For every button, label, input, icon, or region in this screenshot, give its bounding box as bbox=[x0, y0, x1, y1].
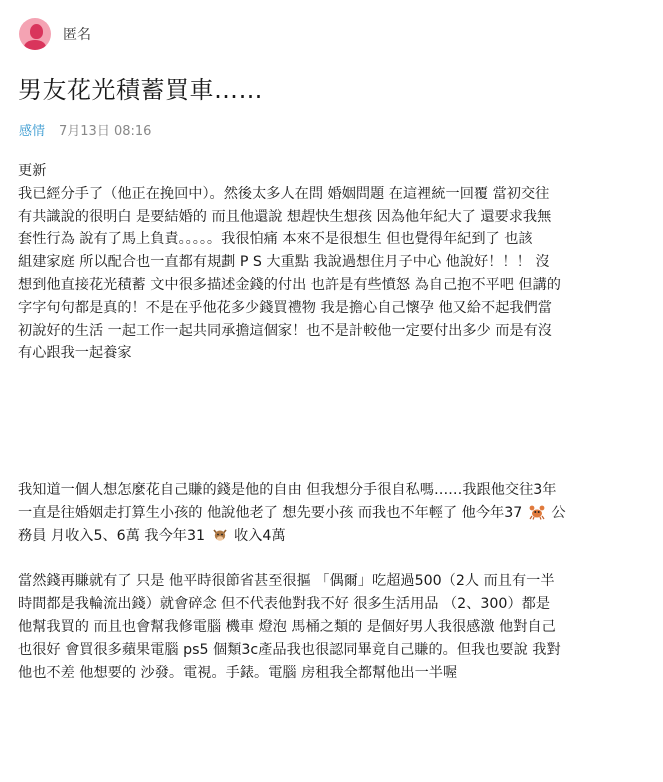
post-body bbox=[18, 160, 648, 684]
post-meta bbox=[19, 120, 151, 139]
paragraph-line: 他幫我買的 而且也會幫我修電腦 機車 燈泡 馬桶之類的 是個好男人我很感激 他對自己 bbox=[18, 618, 556, 635]
paragraph-line: 有共識說的很明白 是要結婚的 而且他還說 想趕快生想孩 因為他年紀大了 還要求我無 bbox=[18, 208, 552, 225]
avatar-shoulders bbox=[24, 40, 46, 50]
paragraph-line bbox=[18, 502, 648, 525]
author-name[interactable]: 匿名 bbox=[63, 27, 91, 43]
paragraph-line: 我知道一個人想怎麼花自己賺的錢是他的自由 但我想分手很自私嗎……我跟他交往3年 bbox=[18, 482, 557, 499]
paragraph-line: 有心跟我一起養家 bbox=[18, 345, 132, 362]
blank-space bbox=[18, 548, 648, 571]
post-author[interactable] bbox=[19, 18, 91, 50]
paragraph-line: 他也不差 他想要的 沙發。電視。手錶。電腦 房租我全都幫他出一半喔 bbox=[18, 664, 458, 681]
paragraph-line: 想到他直接花光積蓄 文中很多描述金錢的付出 也許是有些憤怒 為自己抱不平吧 但講的 bbox=[18, 276, 561, 293]
paragraph-line: 字字句句都是真的！不是在乎他花多少錢買禮物 我是擔心自己懷孕 他又給不起我們當 bbox=[18, 299, 552, 316]
cow-emoji-icon bbox=[212, 527, 228, 543]
paragraph-line: 時間都是我輪流出錢）就會碎念 但不代表他對我不好 很多生活用品 （2、300）都是 bbox=[18, 596, 551, 613]
update-heading: 更新 bbox=[18, 163, 47, 179]
paragraph-line bbox=[18, 525, 648, 548]
paragraph-text: 務員 月收入5、6萬 我今年31 bbox=[18, 527, 206, 544]
category-link[interactable]: 感情 bbox=[19, 124, 46, 139]
paragraph-line: 套性行為 說有了馬上負責。。。。。我很怕痛 本來不是很想生 但也覺得年紀到了 也該 bbox=[18, 231, 533, 248]
crab-emoji-icon bbox=[529, 504, 545, 520]
avatar-head bbox=[30, 24, 43, 39]
paragraph-line: 我已經分手了（他正在挽回中）。然後太多人在問 婚姻問題 在這裡統一回覆 當初交往 bbox=[18, 185, 550, 202]
post-title: 男友花光積蓄買車…… bbox=[18, 76, 263, 104]
post-timestamp: 7月13日 08:16 bbox=[59, 124, 152, 139]
paragraph-line: 初說好的生活 一起工作一起共同承擔這個家！也不是計較他一定要付出多少 而是有沒 bbox=[18, 322, 552, 339]
paragraph-text: 收入4萬 bbox=[234, 527, 286, 544]
paragraph-text: 一直是往婚姻走打算生小孩的 他說他老了 想先要小孩 而我也不年輕了 他今年37 bbox=[18, 504, 523, 521]
paragraph-line: 也很好 會買很多蘋果電腦 ps5 個類3c產品我也很認同畢竟自己賺的。但我也要說 我對 bbox=[18, 641, 561, 658]
paragraph-line: 當然錢再賺就有了 只是 他平時很節省甚至很摳 「偶爾」吃超過500（2人 而且有一半 bbox=[18, 573, 555, 590]
avatar[interactable] bbox=[19, 18, 51, 50]
paragraph-text: 公 bbox=[551, 504, 566, 521]
paragraph-line: 組建家庭 所以配合也一直都有規劃 P S 大重點 我說過想住月子中心 他說好！！！ 沒 bbox=[18, 254, 550, 271]
blank-space bbox=[18, 365, 648, 479]
